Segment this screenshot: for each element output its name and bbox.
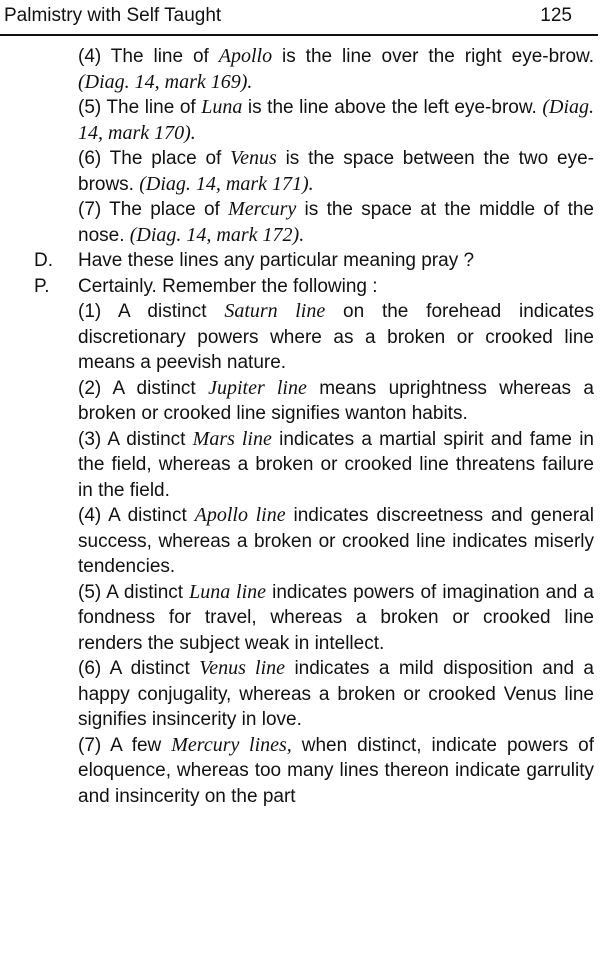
text-run: when distinct, indicate powers of eloquence, whereas too many lines thereon indicate garrulity and insincerity on the part [78,734,595,807]
italic-text: Venus [230,147,277,169]
text-run: Certainly. Remember the following : [78,275,378,297]
italic-text: Mercury [228,198,297,220]
text-run: (2) A distinct [78,377,209,399]
header-rule [0,34,598,36]
text-run: is the space between the two eye-brows. [78,148,594,195]
speaker-marker: D. [34,250,53,271]
text-run: (5) A distinct [78,581,190,603]
italic-text: (Diag. 14, mark 169). [78,70,253,93]
text-run: is the space at the middle of the nose. [78,199,594,246]
numbered-paragraph [34,146,594,197]
text-run: is the line above the left eye-brow. [242,97,543,118]
italic-text: Venus line [199,657,286,679]
numbered-paragraph [34,580,594,657]
text-run: (1) A distinct [78,301,225,322]
italic-text: Saturn line [224,300,326,322]
italic-text: Luna [201,96,243,118]
body-text [34,44,594,809]
numbered-paragraph [34,656,594,733]
italic-text: Apollo line [194,504,286,526]
running-header [4,2,572,34]
numbered-paragraph [34,427,594,504]
text-run: (5) The line of [78,97,202,118]
italic-text: (Diag. 14, mark 172). [129,223,305,246]
italic-text: Apollo [218,45,273,67]
numbered-paragraph [34,299,594,376]
text-run: (4) A distinct [78,505,195,526]
text-run: indicates discreetness and general success, whereas a broken or crooked line indicates miserly tendencies. [78,505,594,577]
text-run: indicates powers of imagination and a fondness for travel, whereas a broken or crooked line renders the subject weak in intellect. [78,581,594,654]
numbered-paragraph [34,733,594,810]
text-run: (3) A distinct [78,428,193,450]
numbered-paragraph [34,44,594,95]
text-run: Have these lines any particular meaning pray ? [78,250,475,271]
italic-text: Luna line [189,580,267,603]
italic-text: Mars line [192,427,272,450]
text-run: indicates a mild disposition and a happy conjugality, whereas a broken or crooked Venus line signifies insincerity in love. [78,658,594,730]
text-run: (7) The place of [78,199,229,220]
italic-text: Jupiter line [208,376,307,399]
italic-text: (Diag. 14, mark 170). [78,96,595,144]
numbered-paragraph [34,197,594,248]
text-run: indicates a martial spirit and fame in the field, whereas a broken or crooked line threatens failure in the field. [78,428,594,501]
text-run: is the line over the right eye-brow. [272,46,594,67]
text-run: (6) The place of [78,148,231,169]
italic-text: Mercury lines, [171,733,292,756]
numbered-paragraph [34,95,594,146]
numbered-paragraph [34,376,594,427]
dialog-paragraph [34,248,594,274]
text-run: (6) A distinct [78,658,200,679]
page-number: 125 [540,5,572,26]
text-run: means uprightness whereas a broken or crooked line signifies wanton habits. [78,377,594,424]
speaker-marker: P. [34,275,50,297]
dialog-paragraph [34,274,594,300]
book-title: Palmistry with Self Taught [4,5,222,26]
text-run: on the forehead indicates discretionary powers where as a broken or crooked line means a peevish nature. [78,301,594,373]
text-run: (4) The line of [78,46,219,67]
numbered-paragraph [34,503,594,580]
italic-text: (Diag. 14, mark 171). [139,172,314,195]
text-run: (7) A few [78,734,172,756]
